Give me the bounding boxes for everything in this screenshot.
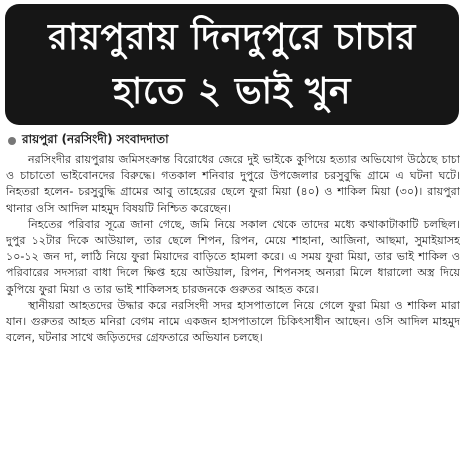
bullet-icon [8,137,16,145]
byline [8,132,169,150]
article-paragraph-1: নরসিংদীর রায়পুরায় জমিসংক্রান্ত বিরোধের জেরে দুই ভাইকে কুপিয়ে হত্যার অভিযোগ উঠেছে চাচা ও চাচাতো ভাইবোনদের বিরুদ্ধে। গতকাল শনিবার দুপুরে উপজেলার চরসুবুদ্ধি গ্রামে এ ঘটনা ঘটে। নিহতরা হলেন- চরসুবুদ্ধি গ্রামের আবু তাহেরের ছেলে ফুরা মিয়া (৪০) ও শাকিল মিয়া (৩০)। রায়পুরা থানার ওসি আদিল মাহমুদ বিষয়টি নিশ্চিত করেছেন। [6,153,460,215]
article-paragraph-3: স্থানীয়রা আহতদের উদ্ধার করে নরসিংদী সদর হাসপাতালে নিয়ে গেলে ফুরা মিয়া ও শাকিল মারা যান। গুরুতর আহত মনিরা বেগম নামে একজন হাসপাতালে চিকিৎসাধীন আছেন। ওসি আদিল মাহমুদ বলেন, ঘটনার সাথে জড়িতদের গ্রেফতারে অভিযান চলছে। [6,298,460,345]
headline-banner [5,4,459,125]
article-paragraph-2: নিহতের পরিবার সূত্রে জানা গেছে, জমি নিয়ে সকাল থেকে তাদের মধ্যে কথাকাটাকাটি চলছিল। দুপুর ১২টার দিকে আউয়াল, তার ছেলে শিপন, রিপন, মেয়ে শাহানা, আজিনা, আছমা, সুমাইয়াসহ ১০-১২ জন দা, লাঠি নিয়ে ফুরা মিয়াদের বাড়িতে হামলা করে। এ সময় ফুরা মিয়া, তার ভাই শাকিল ও পরিবারের সদস্যরা বাধা দিলে ক্ষিপ্ত হয়ে আউয়াল, রিপন, শিপনসহ অন্যরা মিলে ধারালো অস্ত্র দিয়ে কুপিয়ে ফুরা মিয়া ও তার ভাই শাকিলসহ চারজনকে গুরুতর আহত করে। [6,217,460,296]
byline-text: রায়পুরা (নরসিংদী) সংবাদদাতা [22,132,169,146]
headline-line-1: রায়পুরায় দিনদুপুরে চাচার [48,16,416,58]
headline-line-2: হাতে ২ ভাই খুন [113,70,351,112]
article-body [6,152,460,460]
